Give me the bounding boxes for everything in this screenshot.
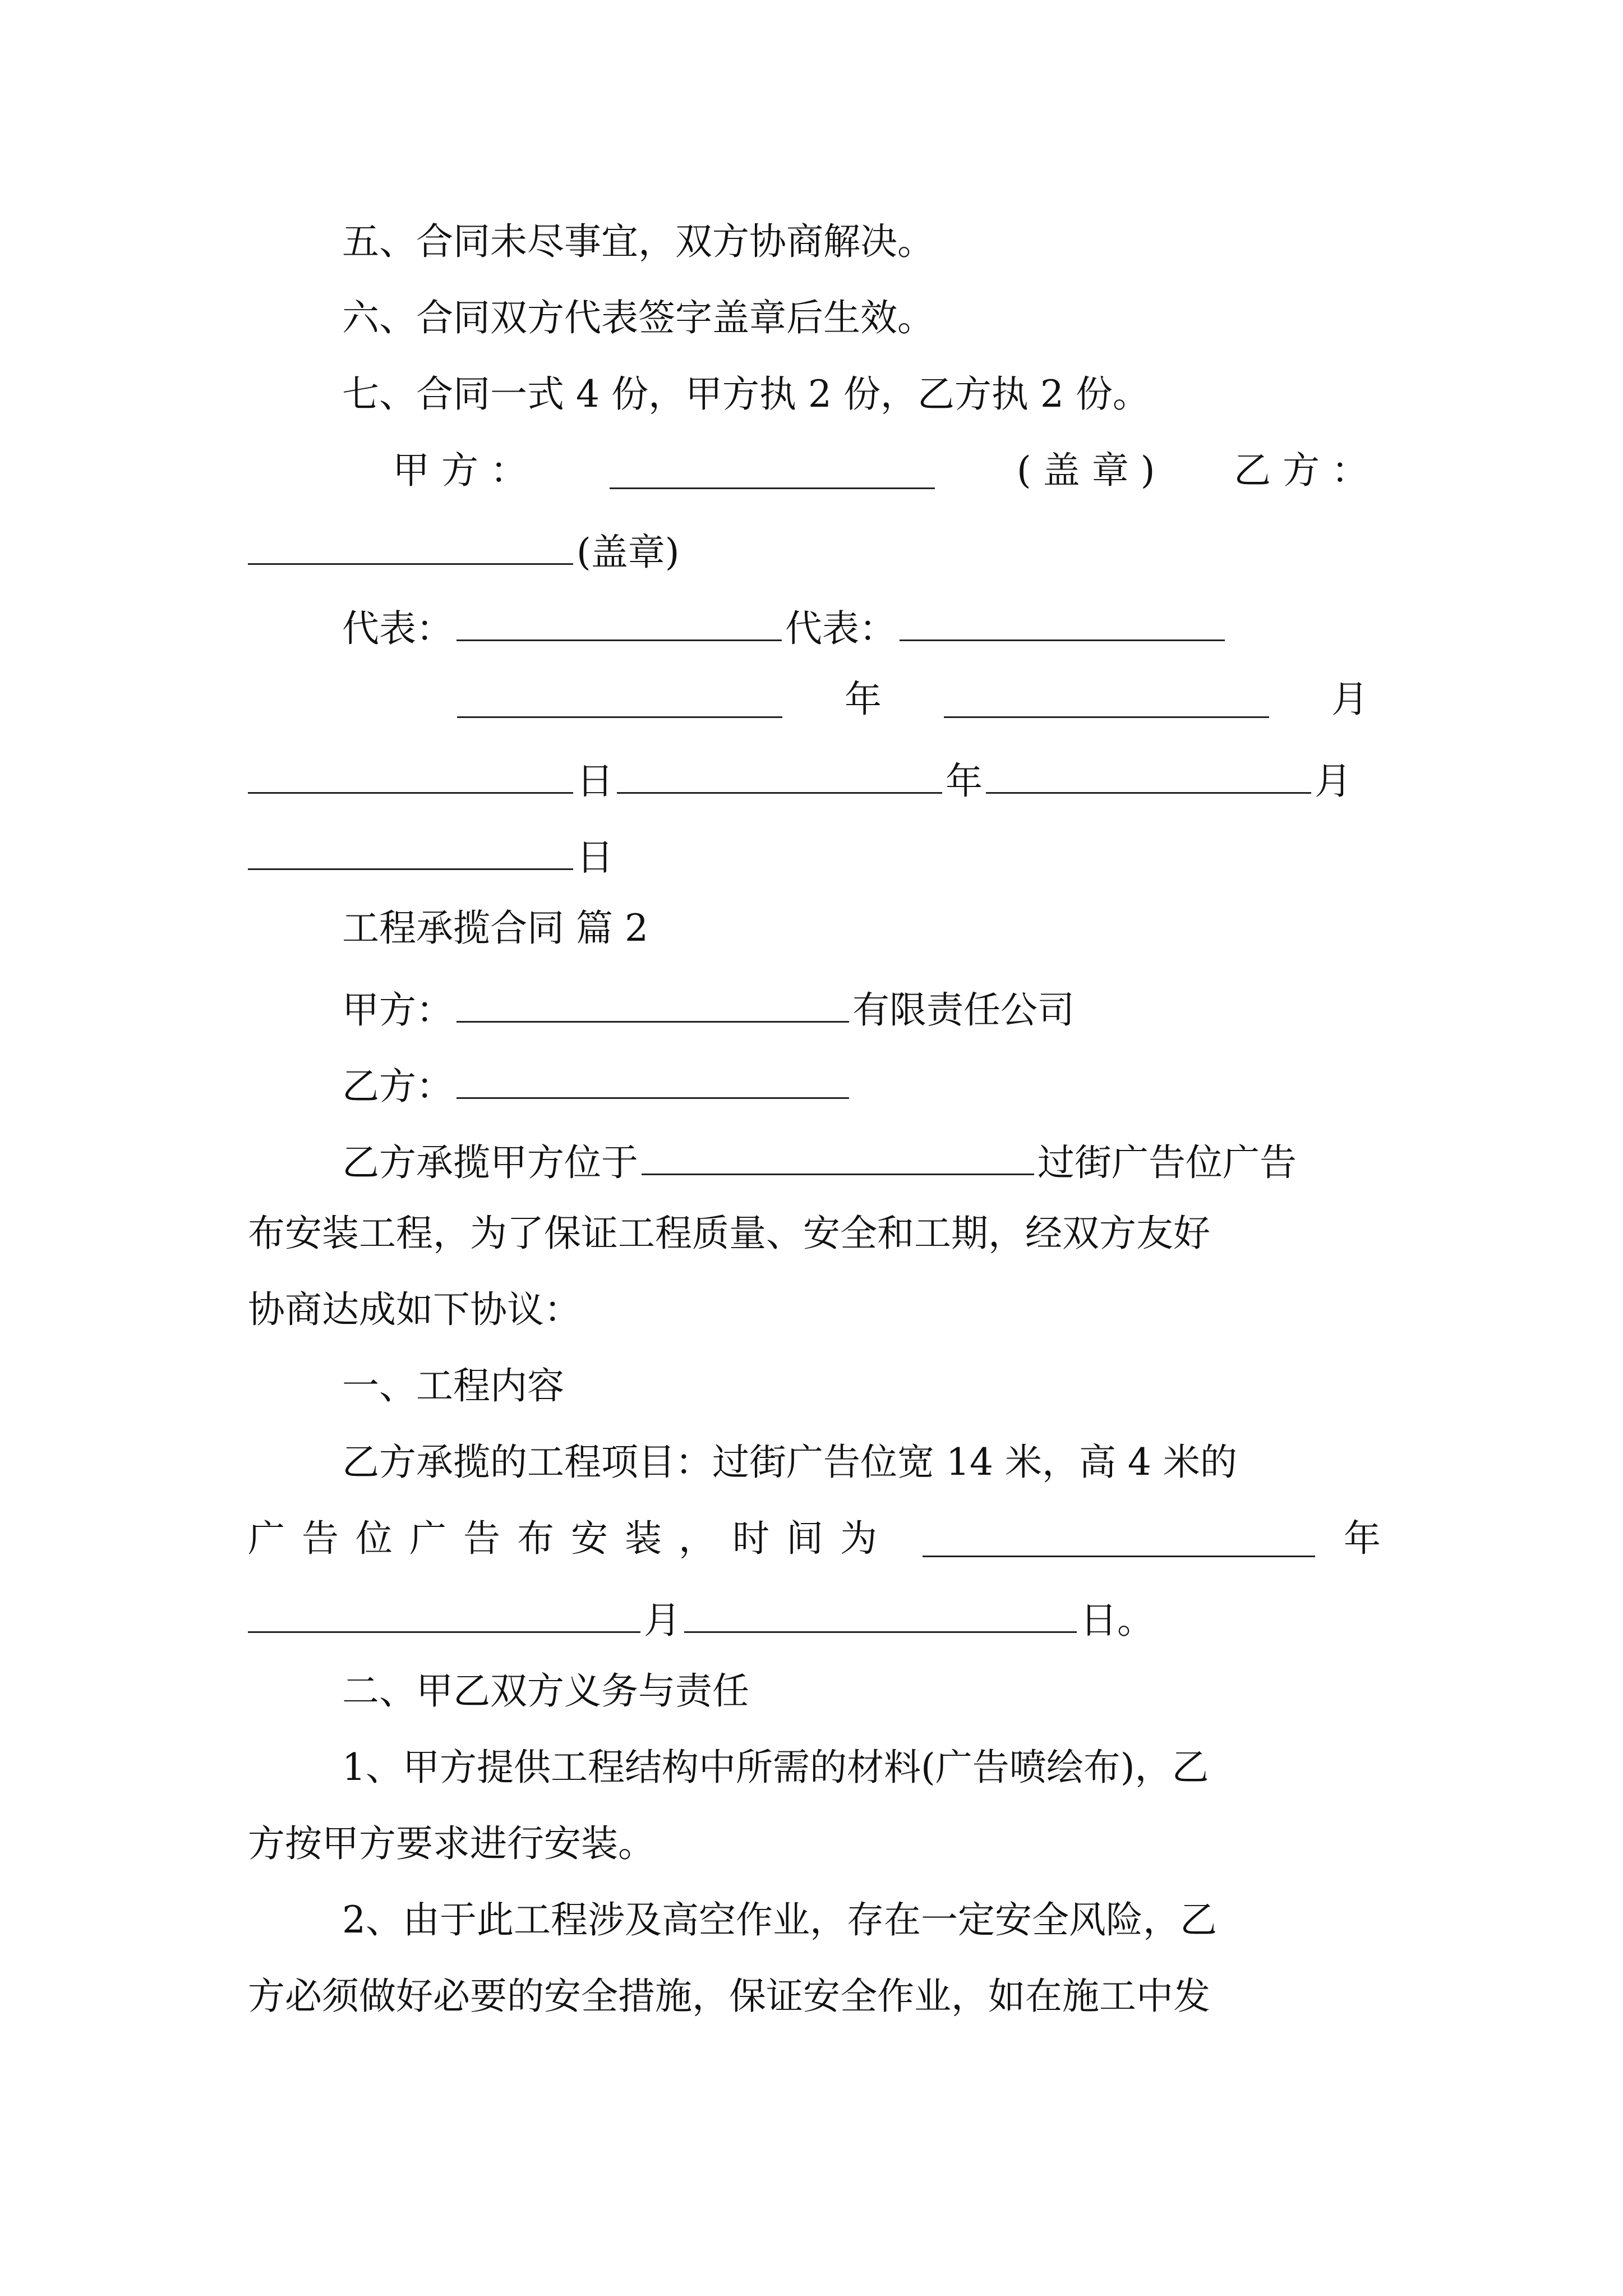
date-a-month-blank[interactable] [944, 682, 1269, 718]
content-2-text: 广告位广告布安装，时间为 [248, 1517, 894, 1560]
content-line-1: 乙方承揽的工程项目：过街广告位宽 14 米，高 4 米的 [342, 1441, 1237, 1484]
rep-b-label: 代表： [785, 607, 896, 650]
content-line-2 [248, 1517, 1381, 1560]
clause-5: 五、合同未尽事宜，双方协商解决。 [342, 220, 934, 263]
date-a-year-label: 年 [845, 678, 882, 721]
party-a-sign-label: 甲 方 ： [393, 449, 527, 492]
intro-1a: 乙方承揽甲方位于 [342, 1141, 638, 1184]
date-b-day-blank[interactable] [248, 834, 573, 870]
s2-party-b-label: 乙方： [342, 1065, 453, 1108]
duty-2-line-a: 2、由于此工程涉及高空作业，存在一定安全风险，乙 [342, 1898, 1217, 1941]
content-line-3 [248, 1596, 1154, 1642]
date-a-day-label: 日 [577, 760, 614, 803]
s2-party-a-blank[interactable] [457, 986, 849, 1023]
date-line-a [457, 678, 1368, 721]
s2-party-b-line [342, 1062, 852, 1108]
clause-6: 六、合同双方代表签字盖章后生效。 [342, 296, 934, 339]
date-b-year-blank[interactable] [617, 757, 942, 794]
date-a-year-blank[interactable] [457, 682, 782, 718]
s2-party-b-blank[interactable] [457, 1062, 849, 1099]
content-month-label: 月 [644, 1599, 681, 1642]
content-year-label: 年 [1344, 1517, 1381, 1560]
representatives-line [342, 605, 1228, 650]
clause-7: 七、合同一式 4 份，甲方执 2 份，乙方执 2 份。 [342, 372, 1150, 416]
date-b-day-label: 日 [577, 836, 614, 879]
heading-1: 一、工程内容 [342, 1364, 564, 1407]
party-a-sign-blank[interactable] [610, 453, 935, 489]
rep-a-label: 代表： [342, 607, 453, 650]
party-b-sign-line [248, 528, 680, 574]
party-a-seal: ( 盖 章 ) [1017, 449, 1155, 492]
intro-line-1 [342, 1139, 1297, 1184]
date-b-month-blank[interactable] [986, 757, 1311, 794]
rep-a-blank[interactable] [457, 605, 782, 641]
s2-party-a-suffix: 有限责任公司 [852, 988, 1075, 1032]
date-b-year-label: 年 [946, 760, 983, 803]
intro-line-3: 协商达成如下协议： [248, 1288, 581, 1331]
party-a-sign-line [393, 449, 1368, 492]
rep-b-blank[interactable] [900, 605, 1225, 641]
duty-1-line-a: 1、甲方提供工程结构中所需的材料(广告喷绘布)，乙 [342, 1746, 1209, 1789]
content-year-blank[interactable] [923, 1521, 1315, 1557]
heading-2: 二、甲乙双方义务与责任 [342, 1669, 749, 1713]
date-line-c [248, 834, 614, 879]
content-day-blank[interactable] [684, 1596, 1077, 1633]
content-month-blank[interactable] [248, 1596, 640, 1633]
party-b-sign-blank[interactable] [248, 528, 573, 565]
duty-2-line-b: 方必须做好必要的安全措施，保证安全作业，如在施工中发 [248, 1975, 1210, 2018]
date-line-b [248, 757, 1352, 803]
date-b-month-label: 月 [1315, 760, 1352, 803]
s2-party-a-line [342, 986, 1075, 1032]
intro-1b: 过街广告位广告 [1038, 1141, 1297, 1184]
date-a-month-label: 月 [1331, 678, 1368, 721]
party-b-seal: (盖章) [577, 531, 680, 574]
s2-party-a-label: 甲方： [342, 988, 453, 1032]
duty-1-line-b: 方按甲方要求进行安装。 [248, 1822, 655, 1865]
date-a-day-blank[interactable] [248, 757, 573, 794]
intro-line-2: 布安装工程，为了保证工程质量、安全和工期，经双方友好 [248, 1212, 1210, 1255]
location-blank[interactable] [642, 1139, 1034, 1175]
section-2-title: 工程承揽合同 篇 2 [342, 907, 648, 950]
content-day-label: 日。 [1080, 1599, 1154, 1642]
party-b-sign-label: 乙 方 ： [1234, 449, 1368, 492]
